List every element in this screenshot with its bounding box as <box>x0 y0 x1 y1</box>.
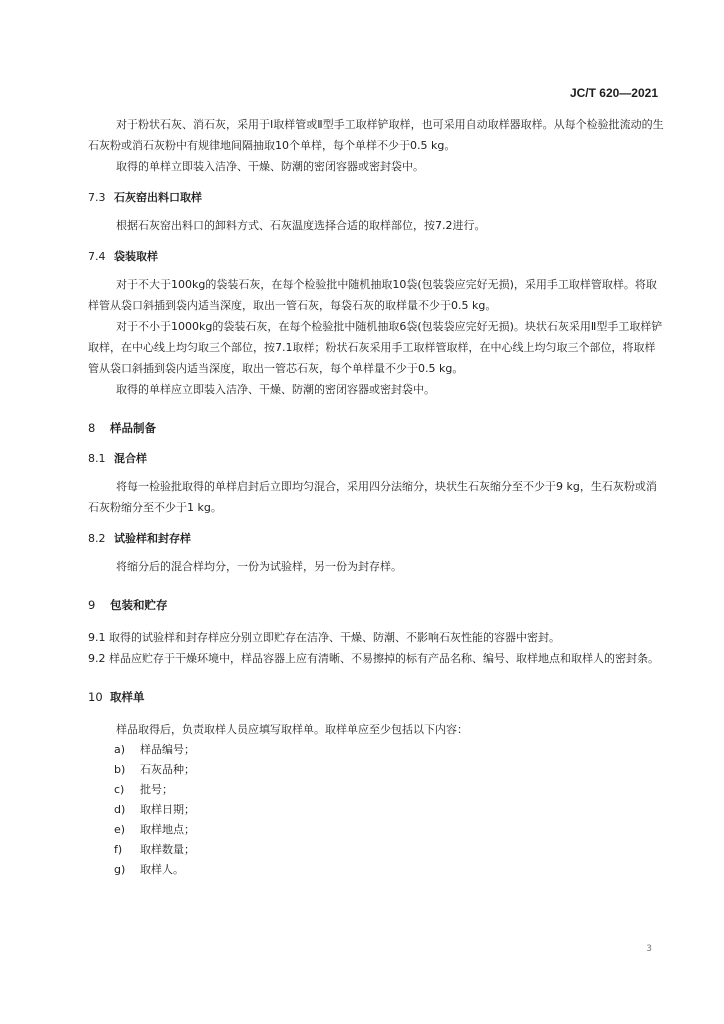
paragraph: 将每一检验批取得的单样启封后立即均匀混合，采用四分法缩分，块状生石灰缩分至不少于9 kg，生石灰粉或消石灰粉缩分至不少于1 kg。 <box>88 480 657 514</box>
section-heading-7-3 <box>88 189 664 205</box>
page-number: 3 <box>646 944 652 954</box>
section-number: 8 <box>88 421 96 435</box>
paragraph: 9.2 样品应贮存于干燥环境中，样品容器上应有清晰、不易擦掉的标有产品名称、编号、取样地点和取样人的密封条。 <box>88 652 659 665</box>
document-body <box>88 114 664 880</box>
list-item <box>114 760 664 780</box>
paragraph: 将缩分后的混合样均分，一份为试验样，另一份为封存样。 <box>116 560 402 573</box>
section-title: 取样单 <box>110 690 145 704</box>
list-marker: f) <box>114 843 123 856</box>
paragraph: 根据石灰窑出料口的卸料方式、石灰温度选择合适的取样部位，按7.2进行。 <box>116 219 486 232</box>
section-number: 7.4 <box>88 250 106 263</box>
paragraph: 对于不大于100kg的袋装石灰，在每个检验批中随机抽取10袋(包装袋应完好无损)，采用手工取样管取样。将取样管从袋口斜插到袋内适当深度，取出一管石灰，每袋石灰的取样量不少于0.5 kg。 <box>88 278 657 312</box>
section-heading-7-4 <box>88 248 664 264</box>
paragraph: 对于粉状石灰、消石灰，采用于Ⅰ取样管或Ⅱ型手工取样铲取样，也可采用自动取样器取样。从每个检验批流动的生石灰粉或消石灰粉中有规律地间隔抽取10个单样，每个单样不少于0.5 kg。 <box>88 118 664 152</box>
list-item <box>114 800 664 820</box>
section-heading-8 <box>88 420 664 436</box>
list-item <box>114 780 664 800</box>
list-text: 样品编号； <box>140 743 195 756</box>
list-marker: g) <box>114 863 126 876</box>
section-title: 试验样和封存样 <box>114 532 191 545</box>
list-marker: b) <box>114 763 126 776</box>
section-title: 袋装取样 <box>114 250 158 263</box>
list-marker: d) <box>114 803 126 816</box>
section-heading-9 <box>88 597 664 613</box>
list-item <box>114 740 664 760</box>
section-number: 9 <box>88 598 96 612</box>
paragraph: 对于不小于1000kg的袋装石灰，在每个检验批中随机抽取6袋(包装袋应完好无损)。块状石灰采用Ⅱ型手工取样铲取样，在中心线上均匀取三个部位，按7.1取样；粉状石灰采用手工取样管取样，在中心线上均匀取三个部位，将取样管从袋口斜插到袋内适当深度，取出一管芯石灰，每个单样量不少于0.5 kg。 <box>88 320 663 375</box>
list-text: 批号； <box>140 783 173 796</box>
list-item <box>114 860 664 880</box>
section-title: 混合样 <box>114 452 147 465</box>
list-text: 取样数量； <box>140 843 195 856</box>
list-marker: a) <box>114 743 126 756</box>
section-number: 7.3 <box>88 191 106 204</box>
list <box>88 740 664 880</box>
list-text: 石灰品种； <box>140 763 195 776</box>
section-heading-10 <box>88 689 664 705</box>
section-heading-8-2 <box>88 530 664 546</box>
list-item <box>114 840 664 860</box>
list-marker: e) <box>114 823 126 836</box>
list-marker: c) <box>114 783 125 796</box>
section-title: 样品制备 <box>110 421 156 435</box>
paragraph: 取得的单样应立即装入洁净、干燥、防潮的密闭容器或密封袋中。 <box>116 383 435 396</box>
list-text: 取样日期； <box>140 803 195 816</box>
section-number: 10 <box>88 690 103 704</box>
section-title: 包装和贮存 <box>110 598 168 612</box>
section-heading-8-1 <box>88 450 664 466</box>
paragraph: 样品取得后，负责取样人员应填写取样单。取样单应至少包括以下内容： <box>116 723 468 736</box>
paragraph: 取得的单样立即装入洁净、干燥、防潮的密闭容器或密封袋中。 <box>116 160 424 173</box>
standard-code: JC/T 620—2021 <box>569 86 658 100</box>
section-title: 石灰窑出料口取样 <box>114 191 202 204</box>
section-number: 8.2 <box>88 532 106 545</box>
list-text: 取样地点； <box>140 823 195 836</box>
section-number: 8.1 <box>88 452 106 465</box>
list-text: 取样人。 <box>140 863 184 876</box>
paragraph: 9.1 取得的试验样和封存样应分别立即贮存在洁净、干燥、防潮、不影响石灰性能的容器中密封。 <box>88 631 560 644</box>
list-item <box>114 820 664 840</box>
